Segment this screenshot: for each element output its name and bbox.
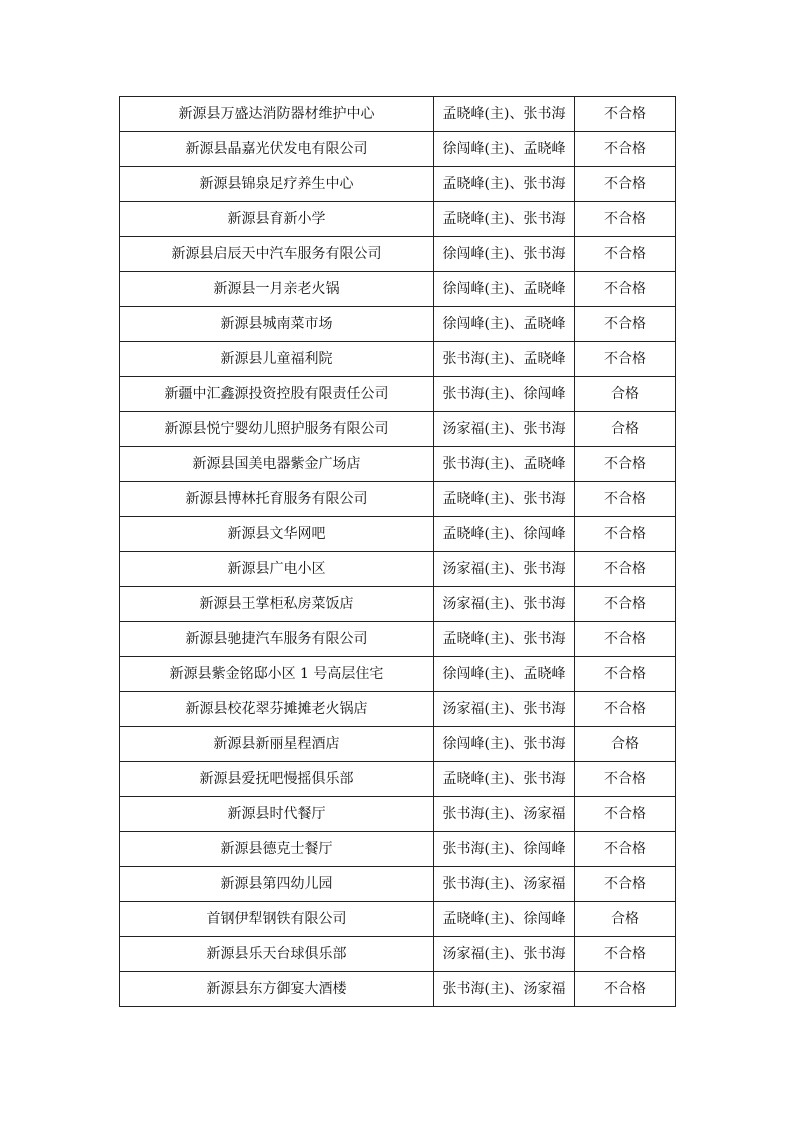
table-row bbox=[120, 132, 676, 167]
result-cell: 不合格 bbox=[575, 272, 676, 307]
inspectors-cell: 张书海(主)、汤家福 bbox=[434, 972, 575, 1007]
result-cell: 不合格 bbox=[575, 832, 676, 867]
result-cell: 不合格 bbox=[575, 202, 676, 237]
inspectors-cell: 徐闯峰(主)、孟晓峰 bbox=[434, 657, 575, 692]
inspectors-cell: 张书海(主)、孟晓峰 bbox=[434, 342, 575, 377]
inspectors-cell: 孟晓峰(主)、张书海 bbox=[434, 97, 575, 132]
unit-name-cell: 新源县德克士餐厅 bbox=[120, 832, 434, 867]
unit-name-cell: 新源县国美电器紫金广场店 bbox=[120, 447, 434, 482]
table-row bbox=[120, 167, 676, 202]
unit-name-cell: 新源县万盛达消防器材维护中心 bbox=[120, 97, 434, 132]
unit-name-cell: 新源县紫金铭邸小区 1 号高层住宅 bbox=[120, 657, 434, 692]
table-row bbox=[120, 97, 676, 132]
table-body bbox=[120, 97, 676, 1007]
inspectors-cell: 孟晓峰(主)、张书海 bbox=[434, 202, 575, 237]
inspectors-cell: 汤家福(主)、张书海 bbox=[434, 412, 575, 447]
result-cell: 合格 bbox=[575, 377, 676, 412]
result-cell: 不合格 bbox=[575, 797, 676, 832]
unit-name-cell: 新源县启辰天中汽车服务有限公司 bbox=[120, 237, 434, 272]
table-row bbox=[120, 622, 676, 657]
result-cell: 不合格 bbox=[575, 587, 676, 622]
table-row bbox=[120, 762, 676, 797]
result-cell: 不合格 bbox=[575, 237, 676, 272]
inspectors-cell: 孟晓峰(主)、张书海 bbox=[434, 622, 575, 657]
table-row bbox=[120, 937, 676, 972]
result-cell: 不合格 bbox=[575, 447, 676, 482]
unit-name-cell: 新源县时代餐厅 bbox=[120, 797, 434, 832]
table-row bbox=[120, 552, 676, 587]
inspectors-cell: 孟晓峰(主)、张书海 bbox=[434, 482, 575, 517]
unit-name-cell: 新源县第四幼儿园 bbox=[120, 867, 434, 902]
inspectors-cell: 汤家福(主)、张书海 bbox=[434, 937, 575, 972]
result-cell: 不合格 bbox=[575, 867, 676, 902]
table-row bbox=[120, 727, 676, 762]
result-cell: 不合格 bbox=[575, 307, 676, 342]
result-cell: 不合格 bbox=[575, 692, 676, 727]
result-cell: 不合格 bbox=[575, 132, 676, 167]
table-row bbox=[120, 832, 676, 867]
table-row bbox=[120, 517, 676, 552]
result-cell: 不合格 bbox=[575, 482, 676, 517]
inspectors-cell: 孟晓峰(主)、张书海 bbox=[434, 762, 575, 797]
result-cell: 不合格 bbox=[575, 762, 676, 797]
unit-name-cell: 新源县博林托育服务有限公司 bbox=[120, 482, 434, 517]
inspectors-cell: 徐闯峰(主)、孟晓峰 bbox=[434, 272, 575, 307]
table-row bbox=[120, 867, 676, 902]
table-row bbox=[120, 237, 676, 272]
table-row bbox=[120, 902, 676, 937]
result-cell: 不合格 bbox=[575, 167, 676, 202]
table-row bbox=[120, 972, 676, 1007]
inspectors-cell: 张书海(主)、汤家福 bbox=[434, 867, 575, 902]
result-cell: 不合格 bbox=[575, 657, 676, 692]
inspectors-cell: 汤家福(主)、张书海 bbox=[434, 552, 575, 587]
unit-name-cell: 新源县育新小学 bbox=[120, 202, 434, 237]
inspectors-cell: 张书海(主)、汤家福 bbox=[434, 797, 575, 832]
inspectors-cell: 张书海(主)、徐闯峰 bbox=[434, 377, 575, 412]
table-row bbox=[120, 342, 676, 377]
result-cell: 不合格 bbox=[575, 97, 676, 132]
unit-name-cell: 首钢伊犁钢铁有限公司 bbox=[120, 902, 434, 937]
inspectors-cell: 孟晓峰(主)、徐闯峰 bbox=[434, 517, 575, 552]
unit-name-cell: 新源县晶嘉光伏发电有限公司 bbox=[120, 132, 434, 167]
result-cell: 不合格 bbox=[575, 972, 676, 1007]
table-row bbox=[120, 272, 676, 307]
result-cell: 合格 bbox=[575, 412, 676, 447]
table-row bbox=[120, 657, 676, 692]
result-cell: 不合格 bbox=[575, 552, 676, 587]
unit-name-cell: 新源县东方御宴大酒楼 bbox=[120, 972, 434, 1007]
unit-name-cell: 新源县乐天台球俱乐部 bbox=[120, 937, 434, 972]
result-cell: 合格 bbox=[575, 727, 676, 762]
inspectors-cell: 汤家福(主)、张书海 bbox=[434, 692, 575, 727]
table-row bbox=[120, 587, 676, 622]
inspection-results-table bbox=[119, 96, 676, 1007]
inspectors-cell: 张书海(主)、孟晓峰 bbox=[434, 447, 575, 482]
inspectors-cell: 孟晓峰(主)、徐闯峰 bbox=[434, 902, 575, 937]
table-row bbox=[120, 692, 676, 727]
table-row bbox=[120, 377, 676, 412]
unit-name-cell: 新源县一月亲老火锅 bbox=[120, 272, 434, 307]
unit-name-cell: 新源县王掌柜私房菜饭店 bbox=[120, 587, 434, 622]
table-row bbox=[120, 412, 676, 447]
inspectors-cell: 徐闯峰(主)、孟晓峰 bbox=[434, 307, 575, 342]
unit-name-cell: 新源县城南菜市场 bbox=[120, 307, 434, 342]
unit-name-cell: 新源县校花翠芬摊摊老火锅店 bbox=[120, 692, 434, 727]
unit-name-cell: 新源县驰捷汽车服务有限公司 bbox=[120, 622, 434, 657]
unit-name-cell: 新源县文华网吧 bbox=[120, 517, 434, 552]
inspectors-cell: 孟晓峰(主)、张书海 bbox=[434, 167, 575, 202]
table-row bbox=[120, 202, 676, 237]
table-row bbox=[120, 307, 676, 342]
table-row bbox=[120, 447, 676, 482]
result-cell: 不合格 bbox=[575, 342, 676, 377]
unit-name-cell: 新源县悦宁婴幼儿照护服务有限公司 bbox=[120, 412, 434, 447]
unit-name-cell: 新源县爱抚吧慢摇俱乐部 bbox=[120, 762, 434, 797]
inspectors-cell: 徐闯峰(主)、张书海 bbox=[434, 727, 575, 762]
unit-name-cell: 新源县广电小区 bbox=[120, 552, 434, 587]
inspectors-cell: 张书海(主)、徐闯峰 bbox=[434, 832, 575, 867]
result-cell: 不合格 bbox=[575, 622, 676, 657]
inspectors-cell: 汤家福(主)、张书海 bbox=[434, 587, 575, 622]
result-cell: 不合格 bbox=[575, 937, 676, 972]
table-row bbox=[120, 797, 676, 832]
result-cell: 合格 bbox=[575, 902, 676, 937]
unit-name-cell: 新疆中汇鑫源投资控股有限责任公司 bbox=[120, 377, 434, 412]
result-cell: 不合格 bbox=[575, 517, 676, 552]
inspectors-cell: 徐闯峰(主)、张书海 bbox=[434, 237, 575, 272]
inspectors-cell: 徐闯峰(主)、孟晓峰 bbox=[434, 132, 575, 167]
unit-name-cell: 新源县锦泉足疗养生中心 bbox=[120, 167, 434, 202]
unit-name-cell: 新源县新丽星程酒店 bbox=[120, 727, 434, 762]
table-row bbox=[120, 482, 676, 517]
unit-name-cell: 新源县儿童福利院 bbox=[120, 342, 434, 377]
